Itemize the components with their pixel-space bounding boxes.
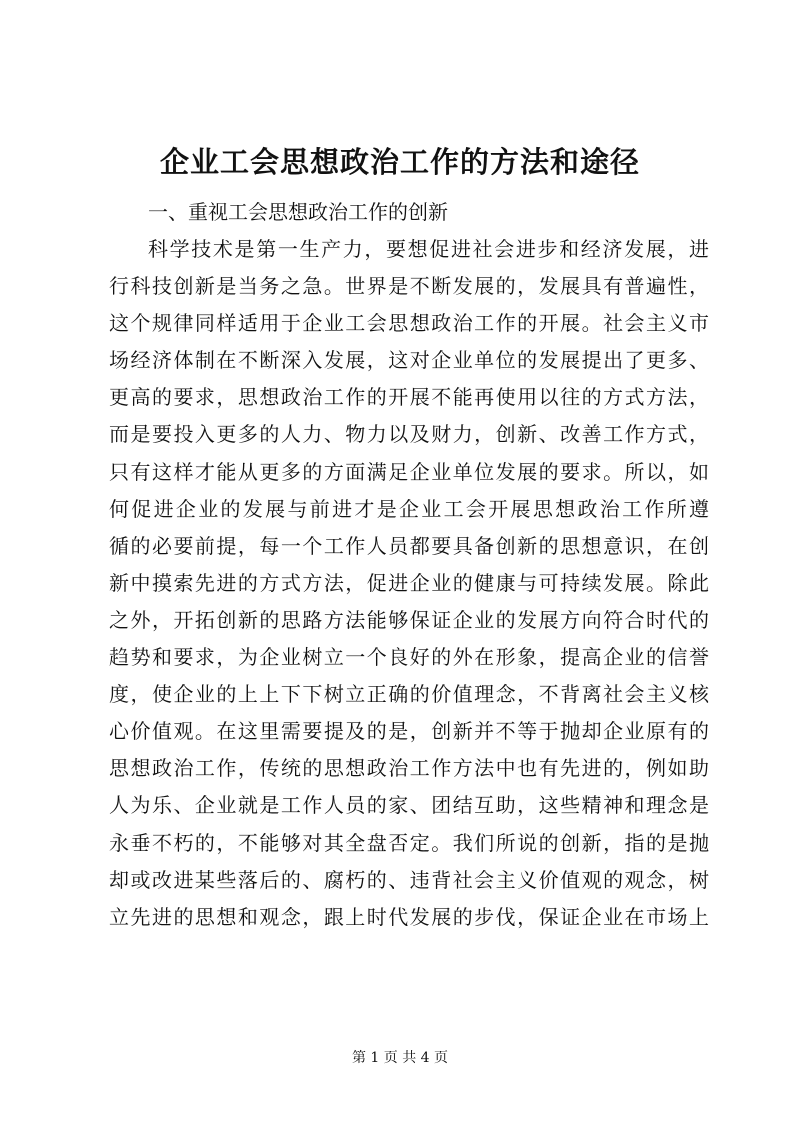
paragraph-line: 心价值观。在这里需要提及的是，创新并不等于抛却企业原有的 bbox=[109, 719, 709, 744]
paragraph-line: 何促进企业的发展与前进才是企业工会开展思想政治工作所遵 bbox=[109, 496, 709, 521]
paragraph-line: 科学技术是第一生产力，要想促进社会进步和经济发展，进 bbox=[148, 237, 709, 261]
paragraph-line: 更高的要求，思想政治工作的开展不能再使用以往的方式方法， bbox=[109, 385, 709, 410]
paragraph-line: 只有这样才能从更多的方面满足企业单位发展的要求。所以，如 bbox=[109, 459, 709, 484]
paragraph-line: 而是要投入更多的人力、物力以及财力，创新、改善工作方式， bbox=[109, 422, 709, 447]
paragraph-line: 这个规律同样适用于企业工会思想政治工作的开展。社会主义市 bbox=[109, 311, 709, 336]
paragraph-line: 趋势和要求，为企业树立一个良好的外在形象，提高企业的信誉 bbox=[109, 645, 709, 670]
document-title: 企业工会思想政治工作的方法和途径 bbox=[159, 145, 640, 179]
paragraph-line: 度，使企业的上上下下树立正确的价值理念，不背离社会主义核 bbox=[109, 682, 709, 707]
paragraph-line: 场经济体制在不断深入发展，这对企业单位的发展提出了更多、 bbox=[109, 348, 709, 373]
paragraph-line: 之外，开拓创新的思路方法能够保证企业的发展方向符合时代的 bbox=[109, 607, 709, 632]
page-footer: 第 1 页 共 4 页 bbox=[351, 1050, 449, 1066]
paragraph-line: 新中摸索先进的方式方法，促进企业的健康与可持续发展。除此 bbox=[109, 570, 709, 595]
paragraph-line: 循的必要前提，每一个工作人员都要具备创新的思想意识，在创 bbox=[109, 533, 709, 558]
paragraph-line: 永垂不朽的，不能够对其全盘否定。我们所说的创新，指的是抛 bbox=[109, 830, 709, 855]
paragraph-line: 却或改进某些落后的、腐朽的、违背社会主义价值观的观念，树 bbox=[109, 867, 709, 892]
section-heading: 一、重视工会思想政治工作的创新 bbox=[148, 200, 448, 224]
paragraph-line: 立先进的思想和观念，跟上时代发展的步伐，保证企业在市场上 bbox=[109, 904, 709, 929]
paragraph-line: 人为乐、企业就是工作人员的家、团结互助，这些精神和理念是 bbox=[109, 793, 709, 818]
paragraph-line: 思想政治工作，传统的思想政治工作方法中也有先进的，例如助 bbox=[109, 756, 709, 781]
body-paragraph bbox=[109, 231, 709, 936]
paragraph-line: 行科技创新是当务之急。世界是不断发展的，发展具有普遍性， bbox=[109, 274, 709, 299]
